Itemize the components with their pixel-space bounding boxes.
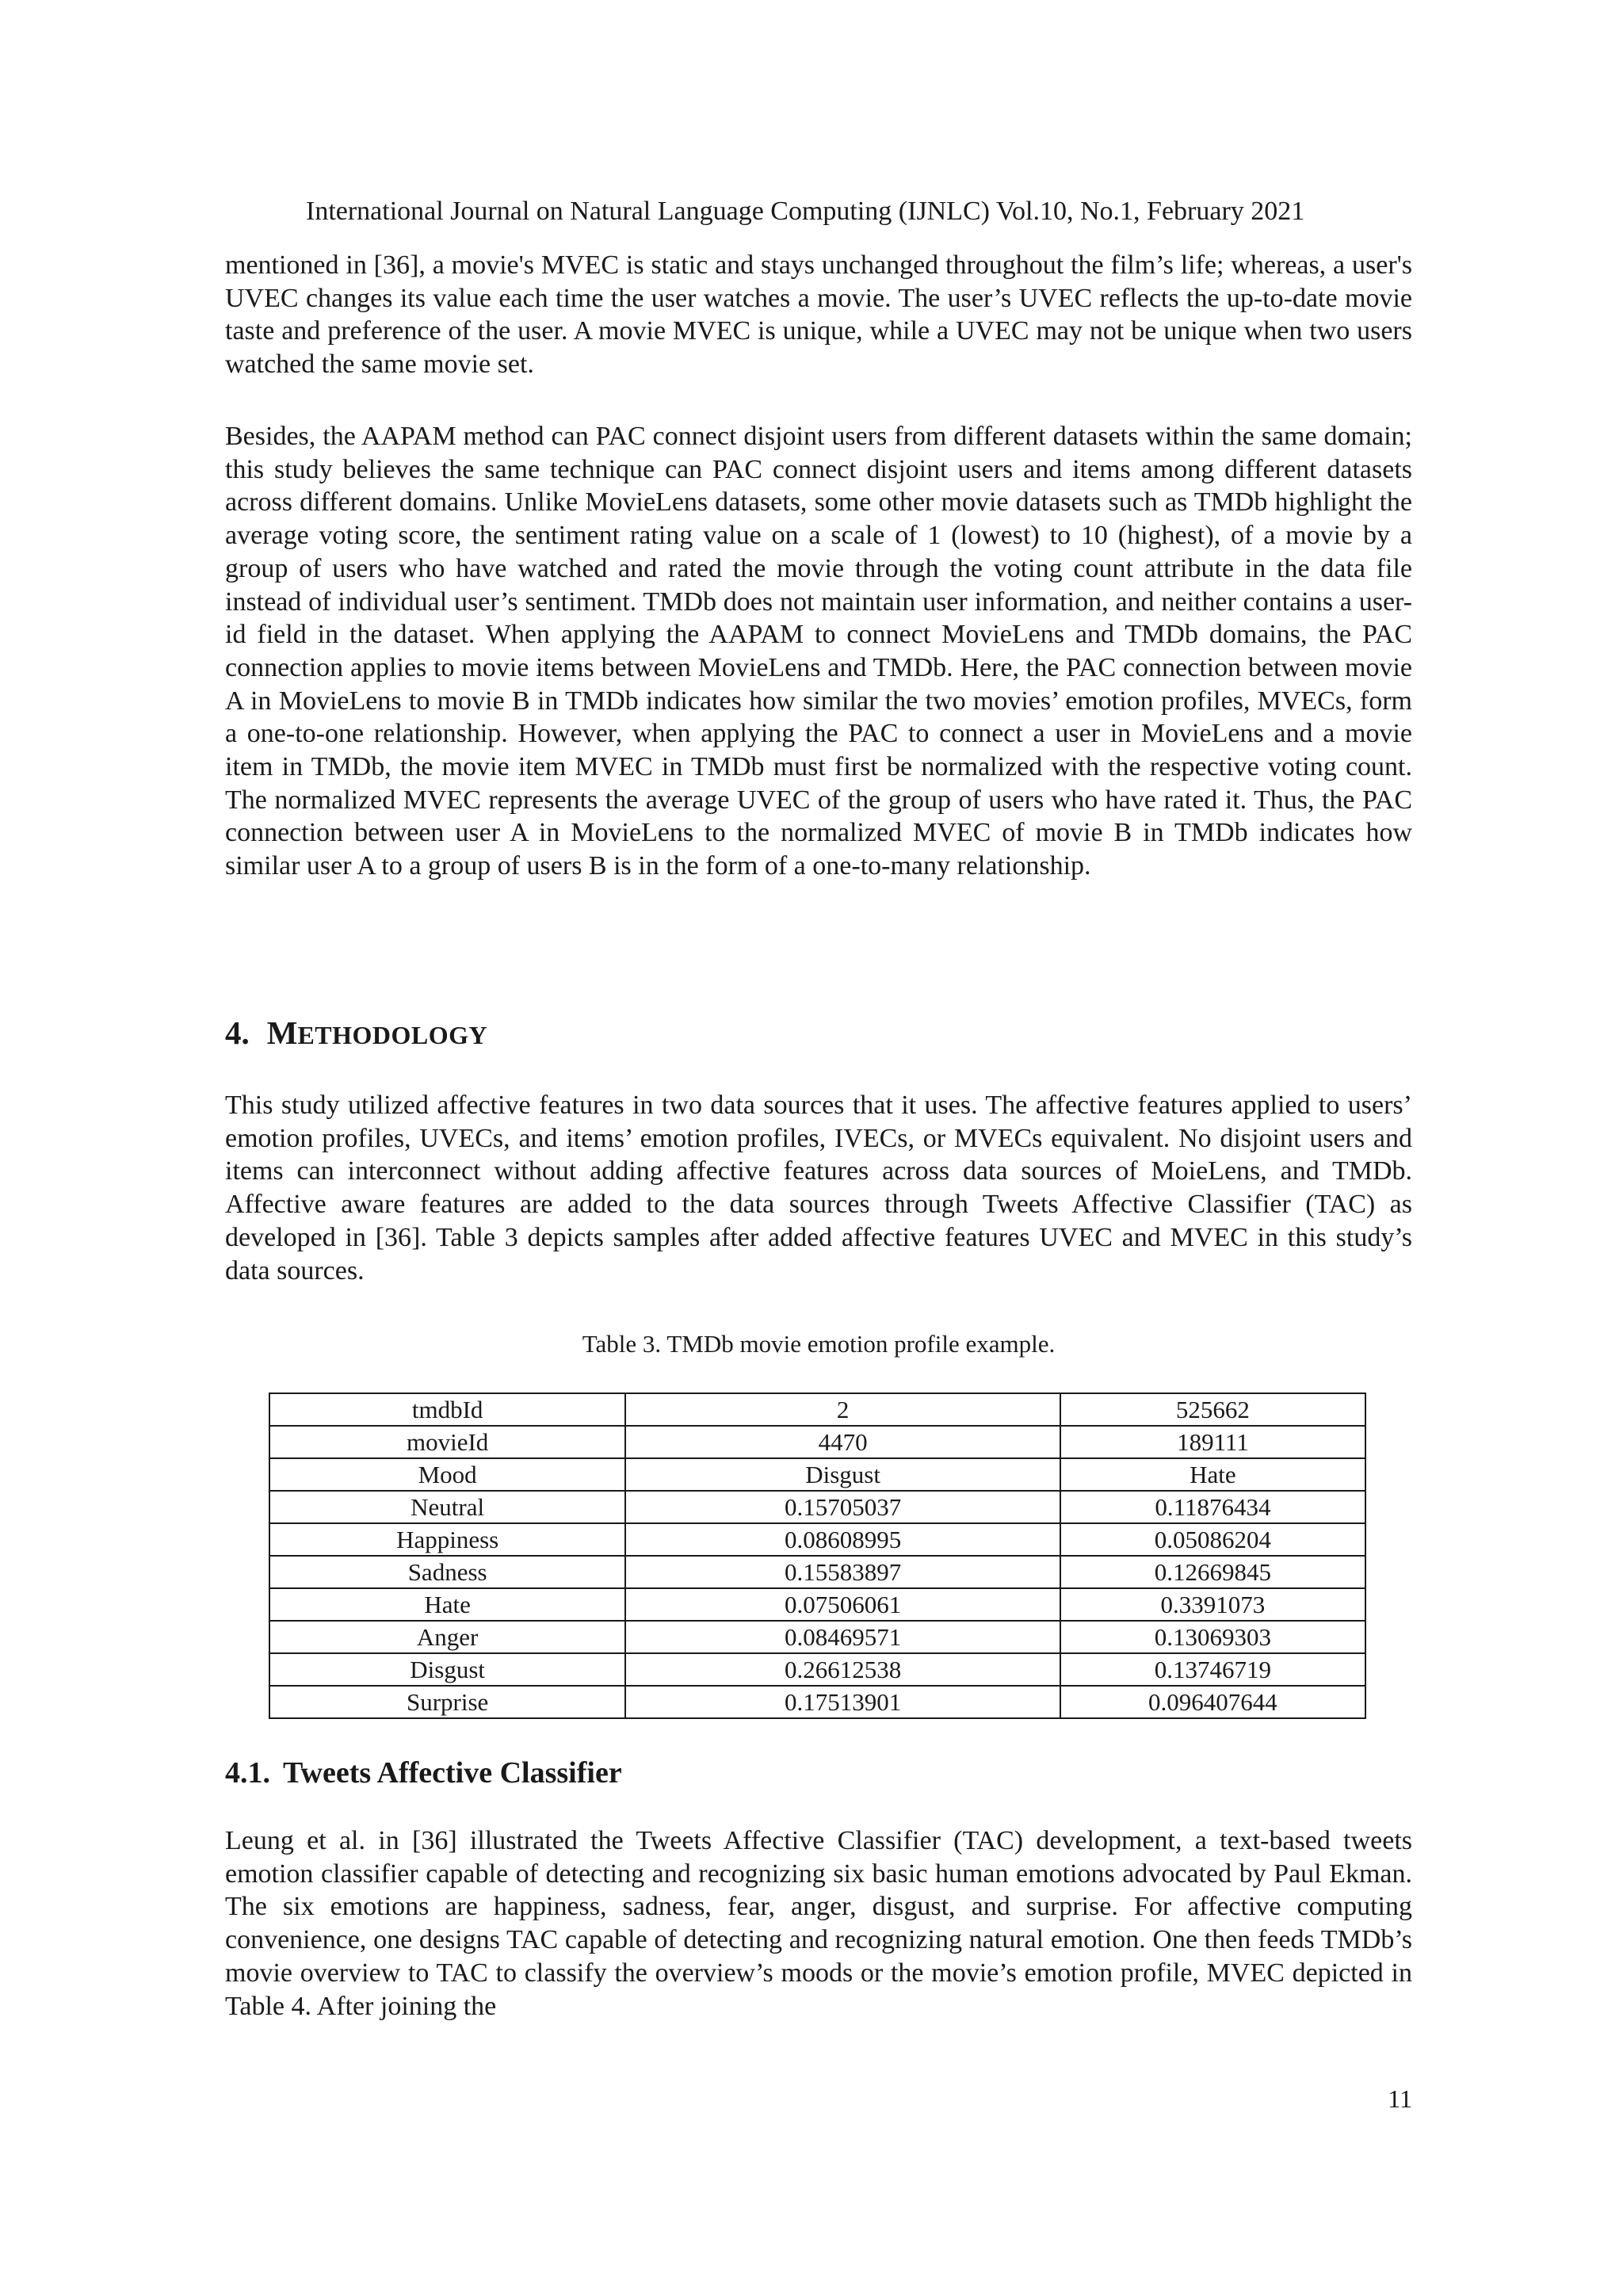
table-cell: 0.07506061	[625, 1588, 1060, 1621]
table-cell: 0.26612538	[625, 1653, 1060, 1686]
table-cell: 0.15705037	[625, 1491, 1060, 1523]
table-cell: 0.096407644	[1060, 1686, 1365, 1718]
table-cell: Hate	[269, 1588, 625, 1621]
table-cell: Mood	[269, 1458, 625, 1491]
table-cell: movieId	[269, 1426, 625, 1458]
table-cell: 0.08608995	[625, 1523, 1060, 1556]
table-cell: Hate	[1060, 1458, 1365, 1491]
page-number: 11	[1388, 2084, 1412, 2113]
table-row	[269, 1426, 1365, 1458]
table-cell: Surprise	[269, 1686, 625, 1718]
section-number: 4.	[225, 1014, 250, 1051]
table-caption: Table 3. TMDb movie emotion profile example.	[582, 1330, 1056, 1358]
table-cell: Sadness	[269, 1556, 625, 1588]
table-cell: 2	[625, 1393, 1060, 1426]
table-row	[269, 1686, 1365, 1718]
running-header: International Journal on Natural Language Computing (IJNLC) Vol.10, No.1, February 2021	[306, 197, 1305, 226]
table-cell: 0.12669845	[1060, 1556, 1365, 1588]
table-cell: 0.15583897	[625, 1556, 1060, 1588]
section-title-rest: ETHODOLOGY	[297, 1021, 488, 1049]
table-cell: 4470	[625, 1426, 1060, 1458]
table-row	[269, 1653, 1365, 1686]
table-cell: 0.13069303	[1060, 1621, 1365, 1653]
table-cell: Disgust	[269, 1653, 625, 1686]
body-paragraph: This study utilized affective features in two data sources that it uses. The affective features applied to users’ emotion profiles, UVECs, and items’ emotion profiles, IVECs, or MVECs equivalent. No disjoint users and items can interconnect without adding affective features across data sources of MoieLens, and TMDb. Affective aware features are added to the data sources through Tweets Affective Classifier (TAC) as developed in [36]. Table 3 depicts samples after added affective features UVEC and MVEC in this study’s data sources.	[225, 1091, 1412, 1286]
section-title-initial: M	[266, 1014, 298, 1051]
table-cell: Disgust	[625, 1458, 1060, 1491]
table-cell: Neutral	[269, 1491, 625, 1523]
section-heading	[225, 1013, 487, 1055]
table-cell: Anger	[269, 1621, 625, 1653]
table-cell: 0.11876434	[1060, 1491, 1365, 1523]
table-row	[269, 1523, 1365, 1556]
table-cell: 189111	[1060, 1426, 1365, 1458]
table-row	[269, 1556, 1365, 1588]
table-cell: tmdbId	[269, 1393, 625, 1426]
table-row	[269, 1393, 1365, 1426]
body-paragraph: Leung et al. in [36] illustrated the Tweets Affective Classifier (TAC) development, a text-based tweets emotion classifier capable of detecting and recognizing six basic human emotions advocated by Paul Ekman. The six emotions are happiness, sadness, fear, anger, disgust, and surprise. For affective computing convenience, one designs TAC capable of detecting and recognizing natural emotion. One then feeds TMDb’s movie overview to TAC to classify the overview’s moods or the movie’s emotion profile, MVEC depicted in Table 4. After joining the	[225, 1826, 1412, 2021]
table-cell: Happiness	[269, 1523, 625, 1556]
table-cell: 0.05086204	[1060, 1523, 1365, 1556]
table-row	[269, 1588, 1365, 1621]
body-paragraph: mentioned in [36], a movie's MVEC is static and stays unchanged throughout the film’s life; whereas, a user's UVEC changes its value each time the user watches a movie. The user’s UVEC reflects the up-to-date movie taste and preference of the user. A movie MVEC is unique, while a UVEC may not be unique when two users watched the same movie set.	[225, 250, 1412, 380]
table-cell: 0.17513901	[625, 1686, 1060, 1718]
table-row	[269, 1458, 1365, 1491]
table-row	[269, 1491, 1365, 1523]
body-paragraph: Besides, the AAPAM method can PAC connect disjoint users from different datasets within the same domain; this study believes the same technique can PAC connect disjoint users and items among different datasets across different domains. Unlike MovieLens datasets, some other movie datasets such as TMDb highlight the average voting score, the sentiment rating value on a scale of 1 (lowest) to 10 (highest), of a movie by a group of users who have watched and rated the movie through the voting count attribute in the data file instead of individual user’s sentiment. TMDb does not maintain user information, and neither contains a user-id field in the dataset. When applying the AAPAM to connect MovieLens and TMDb domains, the PAC connection applies to movie items between MovieLens and TMDb. Here, the PAC connection between movie A in MovieLens to movie B in TMDb indicates how similar the two movies’ emotion profiles, MVECs, form a one-to-one relationship. However, when applying the PAC to connect a user in MovieLens and a movie item in TMDb, the movie item MVEC in TMDb must first be normalized with the respective voting count. The normalized MVEC represents the average UVEC of the group of users who have rated it. Thus, the PAC connection between user A in MovieLens to the normalized MVEC of movie B in TMDb indicates how similar user A to a group of users B is in the form of a one-to-many relationship.	[225, 422, 1412, 881]
table-row	[269, 1621, 1365, 1653]
emotion-profile-table	[269, 1392, 1366, 1719]
table-cell: 0.08469571	[625, 1621, 1060, 1653]
table-cell: 525662	[1060, 1393, 1365, 1426]
subsection-heading	[225, 1755, 622, 1791]
subsection-number: 4.1.	[225, 1756, 270, 1790]
table-cell: 0.3391073	[1060, 1588, 1365, 1621]
subsection-title: Tweets Affective Classifier	[283, 1756, 622, 1790]
table-cell: 0.13746719	[1060, 1653, 1365, 1686]
